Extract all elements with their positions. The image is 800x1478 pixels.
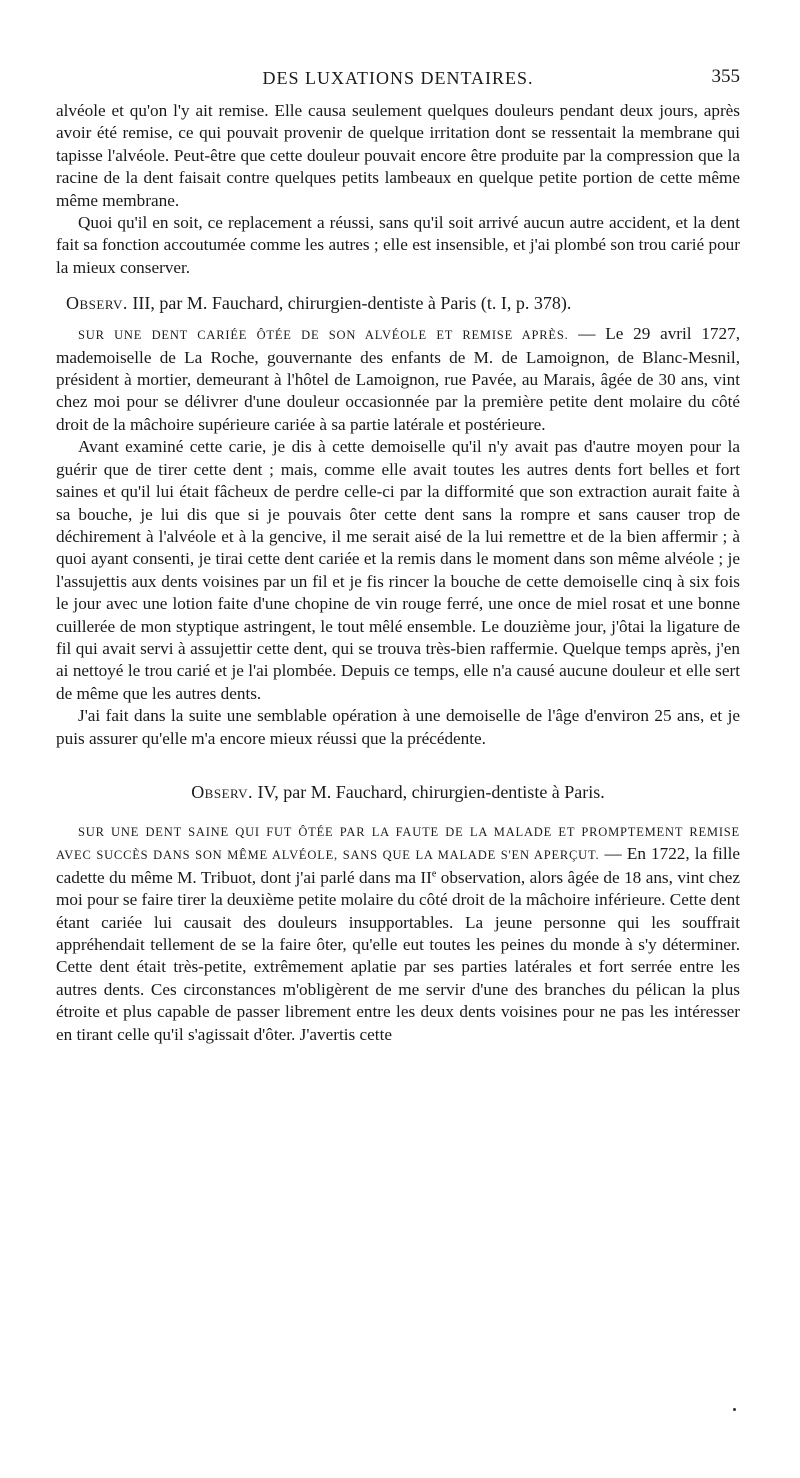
running-head: [56, 60, 740, 100]
observation-4-heading: [56, 780, 740, 804]
observation-3-text: — Le 29 avril 1727, mademoiselle de La Roche, gouvernante des enfants de M. de Lamoignon, de Blanc-Mesnil, président à mortier, demeurant à l'hôtel de Lamoignon, rue Pavée, au Marais, âgée de 30 ans, vint chez moi pour se délivrer d'une douleur occasionnée par la première petite dent molaire du côté droit de la mâchoire supérieure cariée à sa partie latérale et postérieure.: [56, 324, 740, 434]
running-title: DES LUXATIONS DENTAIRES.: [262, 68, 534, 88]
observation-3-heading: [56, 291, 740, 315]
ordinal-superscript: e: [431, 868, 437, 880]
observation-3-paragraph: [56, 323, 740, 436]
observation-4-text-a: — En 1722, la fille cadette du même M. Tribuot, dont j'ai parlé dans ma II: [56, 844, 740, 887]
observation-3-label: Observ.: [66, 293, 128, 314]
paragraph-continuation: alvéole et qu'on l'y ait remise. Elle causa seulement quelques douleurs pendant deux jours, après avoir été remise, ce qui pouvait provenir de quelque irritation dont se ressentait la membrane qui tapisse l'alvéole. Peut-être que cette douleur pouvait encore être produite par la compression que la racine de la dent faisait contre quelques petits lambeaux en quelque petite portion de cette même même membrane.: [56, 101, 740, 210]
print-speck: [733, 1408, 736, 1411]
observation-4-label: Observ.: [191, 781, 254, 802]
paragraph-procedure: Avant examiné cette carie, je dis à cette demoiselle qu'il n'y avait pas d'autre moyen pour la guérir que de tirer cette dent ; mais, comme elle avait toutes les autres dents fort belles et fort saines et qu'il lui était fâcheux de perdre celle-ci par la difformité que son extraction aurait faite à sa bouche, je lui dis que si je pouvais ôter cette dent sans la rompre et sans causer trop de déchirement à l'alvéole et à la gencive, il me serait aisé de la lui remettre et de la bien affermir ; à quoi ayant consenti, je tirai cette dent cariée et la remis dans le moment dans son même alvéole ; je l'assujettis aux dents voisines par un fil et je fis rincer la bouche de cette demoiselle cinq à six fois le jour avec une lotion faite d'une chopine de vin rouge ferré, une once de miel rosat et une bonne cuillerée de mon styptique astringent, le tout mêlé ensemble. Le douzième jour, j'ôtai la ligature de fil qui avait servi à assujettir cette dent, qui se trouva très-bien raffermie. Quelque temps après, j'en ai nettoyé le trou carié et je l'ai plombée. Depuis ce temps, elle n'a causé aucune douleur et elle sert de même que les autres dents.: [56, 437, 740, 703]
observation-3-lead: SUR UNE DENT CARIÉE ÔTÉE DE SON ALVÉOLE ET REMISE APRÈS.: [78, 328, 569, 343]
book-page: [56, 60, 740, 1046]
observation-4-text-b: observation, alors âgée de 18 ans, vint chez moi pour se faire tirer la deuxième petite molaire du côté droit de la mâchoire inférieure. Cette dent étant cariée lui causait des douleurs insupportables. La jeune personne qui les souffrait appréhendait tellement de se la faire ôter, qu'elle eut toutes les peines du monde à s'y déterminer. Cette dent était très-petite, extrêmement aplatie par ses parties latérales et fort serrée entre les autres dents. Ces circonstances m'obligèrent de me servir d'une des branches du pélican la plus étroite et plus capable de passer librement entre les deux dents voisines pour ne pas les intéresser en tirant celle qu'il s'agissait d'ôter. J'avertis cette: [56, 867, 740, 1044]
observation-4-paragraph: [56, 820, 740, 1046]
observation-4-lead: SUR UNE DENT SAINE QUI FUT ÔTÉE PAR LA FAUTE DE LA MALADE ET PROMPTEMENT REMISE AVEC SUCCÈS DANS SON MÊME ALVÉOLE, SANS QUE LA MALADE S'EN APERÇUT.: [56, 824, 740, 863]
paragraph-replacement-success: Quoi qu'il en soit, ce replacement a réussi, sans qu'il soit arrivé aucun autre accident, et la dent fait sa fonction accoutumée comme les autres ; elle est insensible, et j'ai plombé son trou carié pour la mieux conserver.: [56, 213, 740, 277]
observation-4-attribution: IV, par M. Fauchard, chirurgien-dentiste à Paris.: [253, 781, 605, 802]
paragraph-second-case: J'ai fait dans la suite une semblable opération à une demoiselle de l'âge d'environ 25 ans, et je puis assurer qu'elle m'a encore mieux réussi que la précédente.: [56, 706, 740, 748]
observation-3-attribution: III, par M. Fauchard, chirurgien-dentiste à Paris (t. I, p. 378).: [127, 293, 572, 314]
page-number: 355: [711, 66, 740, 87]
